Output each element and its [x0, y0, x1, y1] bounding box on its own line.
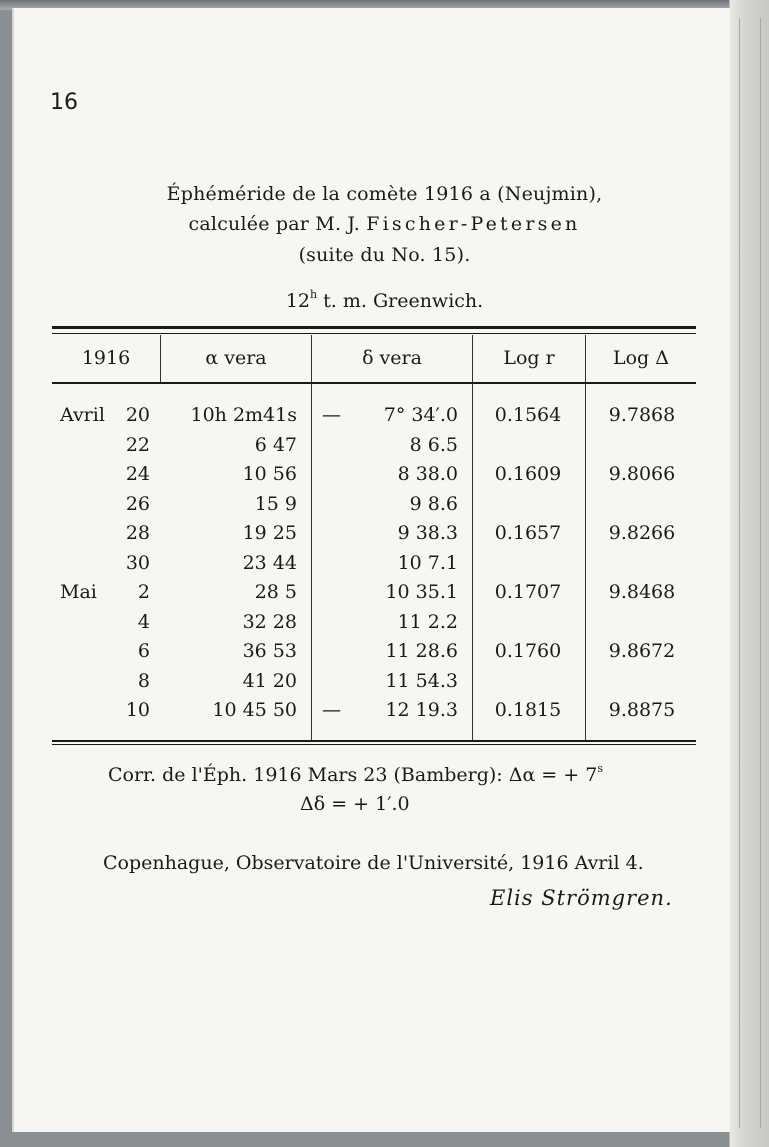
row-ra: 19 25: [242, 522, 297, 544]
title-line-2-prefix: calculée par M. J.: [188, 213, 367, 235]
row-dec: 10 7.1: [397, 551, 458, 574]
row-log-r: 0.1815: [494, 699, 562, 721]
row-log-delta: 9.8066: [608, 463, 676, 485]
table-header-year: 1916: [81, 347, 131, 369]
row-dec: 12 19.3: [385, 699, 458, 721]
row-dec: 11 2.2: [397, 610, 458, 633]
table-top-rule: [52, 326, 696, 329]
row-month: Avril: [60, 404, 105, 426]
row-log-r: 0.1707: [494, 581, 562, 603]
row-ra: 10 45 50: [212, 699, 297, 721]
title-line-1: Éphéméride de la comète 1916 a (Neujmin),: [166, 183, 603, 205]
correction-line-2: Δδ = + 1′.0: [300, 793, 410, 815]
row-log-delta: 9.8468: [608, 581, 676, 603]
row-dec: 8 38.0: [397, 463, 458, 485]
row-dec: 9 38.3: [397, 522, 458, 544]
row-log-r: 0.1657: [494, 522, 562, 544]
subtitle-hour: 12: [285, 290, 310, 312]
row-ra: 10h 2m41s: [190, 404, 297, 426]
row-dec-sign: —: [322, 699, 341, 721]
row-ra: 36 53: [242, 640, 297, 662]
row-log-r: 0.1760: [494, 640, 562, 662]
col-divider: [585, 384, 586, 740]
row-log-delta: 9.8672: [608, 640, 676, 662]
subtitle-hour-unit: h: [310, 288, 318, 301]
table-header-log-delta: Log Δ: [613, 347, 669, 369]
table-header-rule: [52, 382, 696, 384]
col-divider: [311, 384, 312, 740]
row-day: 20: [125, 404, 150, 426]
table-header-dec: δ vera: [362, 347, 422, 369]
row-ra: 6 47: [254, 433, 297, 456]
row-dec: 9 8.6: [409, 492, 458, 515]
table-header-log-r: Log r: [503, 347, 555, 369]
row-dec: 11 54.3: [385, 669, 458, 692]
row-dec-sign: —: [322, 404, 341, 426]
row-day: 22: [125, 433, 150, 456]
row-log-r: 0.1564: [494, 404, 562, 426]
row-day: 24: [125, 463, 150, 485]
row-dec: 8 6.5: [409, 433, 458, 456]
row-day: 4: [137, 610, 150, 633]
subtitle: [0, 290, 769, 312]
place-and-date: Copenhague, Observatoire de l'Université, 1916 Avril 4.: [103, 852, 644, 874]
row-dec: 10 35.1: [385, 581, 458, 603]
row-log-delta: 9.7868: [608, 404, 676, 426]
author-name: Fischer-Petersen: [366, 213, 581, 235]
subtitle-rest: t. m. Greenwich.: [317, 290, 484, 312]
table-bottom-rule: [52, 740, 696, 742]
page-number: 16: [50, 90, 78, 115]
row-ra: 41 20: [242, 669, 297, 692]
row-dec: 11 28.6: [385, 640, 458, 662]
row-ra: 23 44: [242, 551, 297, 574]
signature: Elis Strömgren.: [490, 886, 673, 910]
title-line-3: (suite du No. 15).: [298, 244, 471, 266]
table-bottom-rule-thin: [52, 744, 696, 745]
row-ra: 10 56: [242, 463, 297, 485]
row-day: 26: [125, 492, 150, 515]
row-day: 28: [125, 522, 150, 544]
row-log-delta: 9.8266: [608, 522, 676, 544]
row-log-delta: 9.8875: [608, 699, 676, 721]
row-log-r: 0.1609: [494, 463, 562, 485]
col-divider: [472, 384, 473, 740]
correction-line-1-text: Corr. de l'Éph. 1916 Mars 23 (Bamberg): Δα = + 7: [108, 764, 598, 786]
row-ra: 28 5: [254, 581, 297, 603]
row-day: 6: [137, 640, 150, 662]
row-day: 8: [137, 669, 150, 692]
title-line-2: [0, 213, 769, 235]
correction-line-1: [108, 764, 603, 786]
row-day: 30: [125, 551, 150, 574]
row-ra: 15 9: [254, 492, 297, 515]
row-ra: 32 28: [242, 610, 297, 633]
row-day: 2: [137, 581, 150, 603]
book-page-edge: [729, 0, 769, 1147]
correction-line-1-unit: s: [597, 762, 603, 775]
table-top-rule-thin: [52, 333, 696, 334]
row-month: Mai: [60, 581, 97, 603]
row-day: 10: [125, 699, 150, 721]
table-header-ra: α vera: [205, 347, 267, 369]
row-dec: 7° 34′.0: [383, 404, 458, 426]
